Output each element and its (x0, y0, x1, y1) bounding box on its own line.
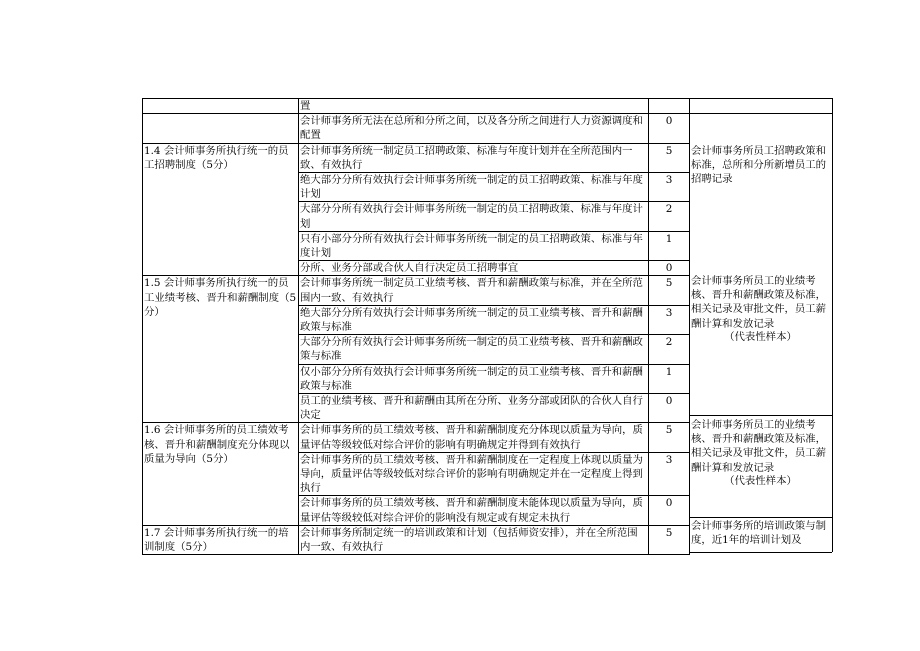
score-cell: 5 (649, 525, 690, 554)
score-cell: 2 (649, 335, 690, 364)
score-cell: 3 (649, 305, 690, 334)
score-cell: 3 (649, 452, 690, 496)
criteria-cell: 会计师事务所统一制定员工业绩考核、晋升和薪酬政策与标准，并在全所范围内一致、有效执行 (299, 276, 649, 305)
score-cell: 5 (649, 143, 690, 172)
criteria-cell: 会计师事务所制定统一的培训政策和计划（包括师资安排），并在全所范围内一致、有效执行 (299, 525, 649, 554)
score-cell: 0 (649, 496, 690, 525)
evidence-text: 会计师事务所的培训政策与制度，近1年的培训计划及 (691, 520, 827, 547)
item-cell: 1.4 会计师事务所执行统一的员工招聘制度（5分） (143, 143, 299, 276)
item-cell-empty (143, 99, 299, 114)
table-row (143, 143, 690, 172)
score-cell: 0 (649, 394, 690, 423)
item-cell-empty (143, 114, 299, 143)
item-cell: 1.5 会计师事务所执行统一的员工业绩考核、晋升和薪酬制度（5分） (143, 276, 299, 423)
criteria-cell: 会计师事务所无法在总所和分所之间，以及各分所之间进行人力资源调度和配置 (299, 114, 649, 143)
score-cell: 0 (649, 261, 690, 276)
evidence-text: 会计师事务所员工的业绩考核、晋升和薪酬政策及标准，相关记录及审批文件，员工薪酬计算和发放记录 (691, 419, 827, 474)
score-cell: 2 (649, 202, 690, 231)
score-cell: 1 (649, 231, 690, 260)
criteria-cell: 置 (299, 99, 649, 114)
criteria-cell: 会计师事务所的员工绩效考核、晋升和薪酬制度在一定程度上体现以质量为导向，质量评估等级较低对综合评价的影响有明确规定并在一定程度上得到执行 (299, 452, 649, 496)
table-row (143, 114, 690, 143)
criteria-cell: 大部分分所有效执行会计师事务所统一制定的员工业绩考核、晋升和薪酬政策与标准 (299, 335, 649, 364)
score-cell: 0 (649, 114, 690, 143)
criteria-cell: 会计师事务所统一制定员工招聘政策、标准与年度计划并在全所范围内一致、有效执行 (299, 143, 649, 172)
evidence-text: 会计师事务所员工的业绩考核、晋升和薪酬政策及标准，相关记录及审批文件，员工薪酬计算和发放记录 (691, 275, 827, 330)
criteria-cell: 会计师事务所的员工绩效考核、晋升和薪酬制度未能体现以质量为导向，质量评估等级较低对综合评价的影响没有规定或有规定未执行 (299, 496, 649, 525)
criteria-cell: 员工的业绩考核、晋升和薪酬由其所在分所、业务分部或团队的合伙人自行决定 (299, 394, 649, 423)
item-cell: 1.6 会计师事务所的员工绩效考核、晋升和薪酬制度充分体现以质量为导向（5分） (143, 423, 299, 525)
criteria-cell: 只有小部分分所有效执行会计师事务所统一制定的员工招聘政策、标准与年度计划 (299, 231, 649, 260)
table-row (143, 276, 690, 305)
evidence-note: （代表性样本） (724, 475, 797, 487)
table-row (143, 423, 690, 452)
criteria-cell: 绝大部分分所有效执行会计师事务所统一制定的员工业绩考核、晋升和薪酬政策与标准 (299, 305, 649, 334)
table-row (143, 99, 690, 114)
evidence-text: 会计师事务所员工招聘政策和标准，总所和分所新增员工的招聘记录 (691, 145, 827, 186)
criteria-cell: 分所、业务分部或合伙人自行决定员工招聘事宜 (299, 261, 649, 276)
evidence-column (689, 98, 833, 552)
score-cell-empty (649, 99, 690, 114)
score-cell: 3 (649, 173, 690, 202)
criteria-cell: 会计师事务所的员工绩效考核、晋升和薪酬制度充分体现以质量为导向，质量评估等级较低对综合评价的影响有明确规定并得到有效执行 (299, 423, 649, 452)
score-cell: 5 (649, 276, 690, 305)
score-cell: 1 (649, 364, 690, 393)
evidence-note: （代表性样本） (724, 331, 797, 343)
item-cell: 1.7 会计师事务所执行统一的培训制度（5分） (143, 525, 299, 554)
criteria-cell: 仅小部分分所有效执行会计师事务所统一制定的员工业绩考核、晋升和薪酬政策与标准 (299, 364, 649, 393)
criteria-cell: 绝大部分分所有效执行会计师事务所统一制定的员工招聘政策、标准与年度计划 (299, 173, 649, 202)
evaluation-table (142, 98, 690, 555)
criteria-cell: 大部分分所有效执行会计师事务所统一制定的员工招聘政策、标准与年度计划 (299, 202, 649, 231)
score-cell: 5 (649, 423, 690, 452)
table-row (143, 525, 690, 554)
